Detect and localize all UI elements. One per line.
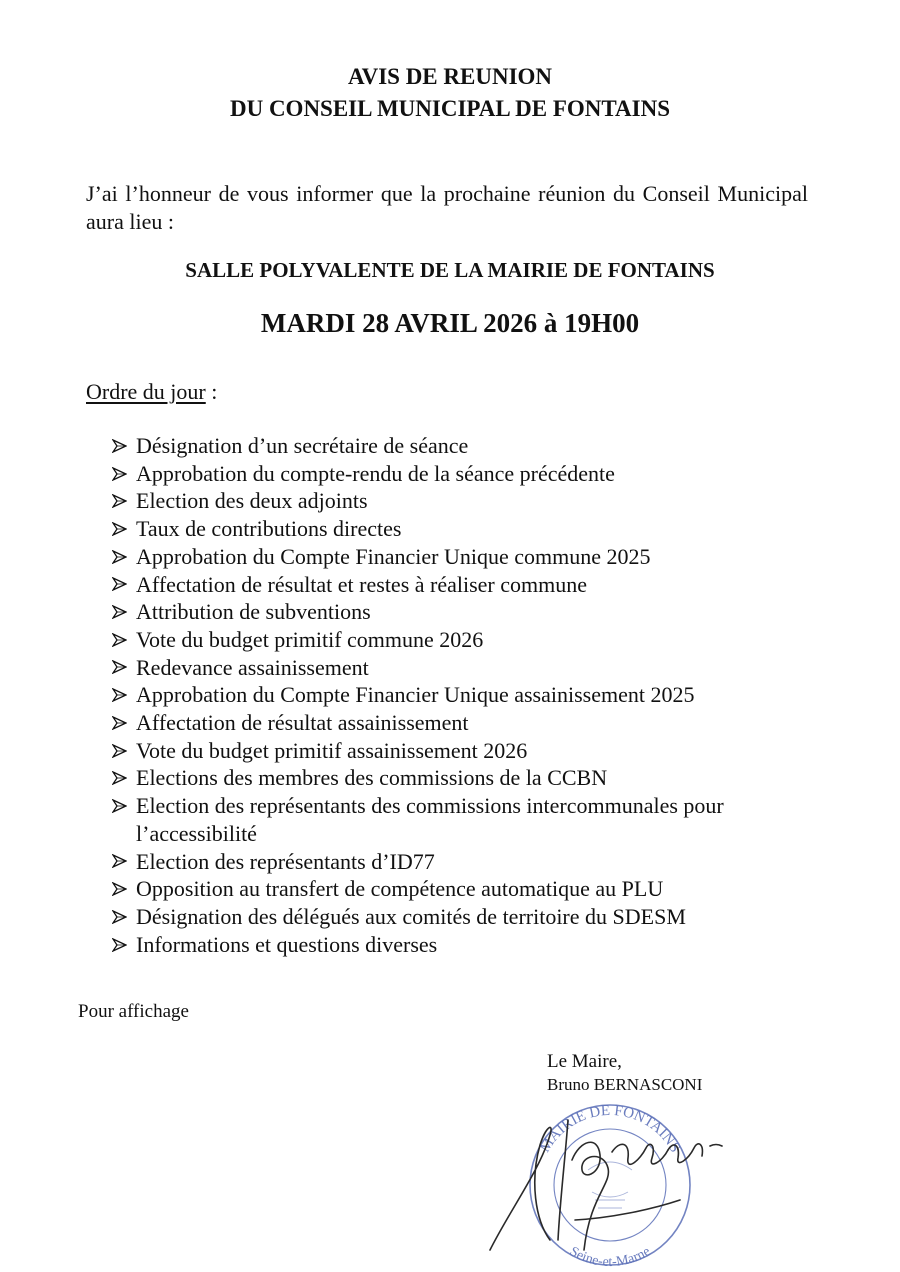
agenda-item xyxy=(112,571,812,599)
agenda-item-text: Election des deux adjoints xyxy=(136,488,368,514)
agenda-item-text: Désignation des délégués aux comités de territoire du SDESM xyxy=(136,903,686,929)
notice-title: AVIS DE REUNION xyxy=(347,64,553,89)
arrow-bullet-icon xyxy=(112,460,136,488)
agenda-item xyxy=(112,875,812,903)
arrow-bullet-icon xyxy=(112,931,136,959)
agenda-item-text: Election des représentants des commissions intercommunales pour l’accessibilité xyxy=(136,793,724,846)
agenda-item-text: Taux de contributions directes xyxy=(136,516,402,542)
mayor-title: Le Maire, xyxy=(547,1051,622,1072)
agenda-item-text: Approbation du Compte Financier Unique assainissement 2025 xyxy=(136,682,695,708)
agenda-item xyxy=(112,681,812,709)
arrow-bullet-icon xyxy=(112,681,136,709)
arrow-bullet-icon xyxy=(112,598,136,626)
agenda-item xyxy=(112,515,812,543)
agenda-item-text: Vote du budget primitif assainissement 2026 xyxy=(136,737,528,763)
agenda-item xyxy=(112,903,812,931)
handwritten-signature-icon xyxy=(490,1120,722,1250)
mayor-name: Bruno BERNASCONI xyxy=(547,1075,703,1094)
agenda-item xyxy=(112,654,812,682)
agenda-item xyxy=(112,543,812,571)
agenda-item-text: Approbation du compte-rendu de la séance précédente xyxy=(136,460,615,486)
agenda-item-text: Affectation de résultat et restes à réaliser commune xyxy=(136,571,588,597)
arrow-bullet-icon xyxy=(112,654,136,682)
arrow-bullet-icon xyxy=(112,487,136,515)
stamp-text-bottom: Seine-et-Marne xyxy=(566,1244,654,1270)
stamp-text-top: MAIRIE DE FONTAINS xyxy=(537,1102,683,1156)
stamp-and-signature xyxy=(480,1100,750,1270)
agenda-item-text: Vote du budget primitif commune 2026 xyxy=(136,626,484,652)
agenda-item-text: Approbation du Compte Financier Unique commune 2025 xyxy=(136,543,651,569)
agenda-item xyxy=(112,764,812,792)
agenda-heading-label: Ordre du jour xyxy=(86,379,206,404)
agenda-item-text: Désignation d’un secrétaire de séance xyxy=(136,433,469,458)
arrow-bullet-icon xyxy=(112,626,136,654)
arrow-bullet-icon xyxy=(112,515,136,543)
meeting-datetime: MARDI 28 AVRIL 2026 à 19H00 xyxy=(260,308,640,338)
agenda-item-text: Opposition au transfert de compétence automatique au PLU xyxy=(136,876,664,902)
agenda-item-text: Elections des membres des commissions de la CCBN xyxy=(136,765,608,791)
arrow-bullet-icon xyxy=(112,875,136,903)
agenda-item xyxy=(112,598,812,626)
agenda-item xyxy=(112,737,812,765)
agenda-item xyxy=(112,460,812,488)
agenda-item-text: Attribution de subventions xyxy=(136,599,371,625)
agenda-item xyxy=(112,848,812,876)
agenda-item-text: Affectation de résultat assainissement xyxy=(136,710,469,736)
display-notice: Pour affichage xyxy=(78,1001,189,1022)
arrow-bullet-icon xyxy=(112,543,136,571)
intro-paragraph: J’ai l’honneur de vous informer que la prochaine réunion du Conseil Municipal aura lieu : xyxy=(86,181,808,234)
agenda-item xyxy=(112,432,812,460)
agenda-item xyxy=(112,487,812,515)
arrow-bullet-icon xyxy=(112,709,136,737)
arrow-bullet-icon xyxy=(112,903,136,931)
agenda-heading-colon: : xyxy=(205,379,218,404)
arrow-bullet-icon xyxy=(112,432,136,460)
agenda-heading xyxy=(86,378,217,406)
agenda-item xyxy=(112,626,812,654)
arrow-bullet-icon xyxy=(112,764,136,792)
arrow-bullet-icon xyxy=(112,848,136,876)
arrow-bullet-icon xyxy=(112,737,136,765)
agenda-item xyxy=(112,709,812,737)
agenda-item xyxy=(112,792,812,847)
meeting-venue: SALLE POLYVALENTE DE LA MAIRIE DE FONTAINS xyxy=(185,258,715,282)
arrow-bullet-icon xyxy=(112,792,136,820)
agenda-item-text: Redevance assainissement xyxy=(136,654,369,680)
notice-subtitle: DU CONSEIL MUNICIPAL DE FONTAINS xyxy=(229,96,671,121)
agenda-item-text: Election des représentants d’ID77 xyxy=(136,848,435,874)
agenda-list xyxy=(112,432,812,958)
arrow-bullet-icon xyxy=(112,571,136,599)
agenda-item-text: Informations et questions diverses xyxy=(136,931,438,957)
agenda-item xyxy=(112,931,812,959)
